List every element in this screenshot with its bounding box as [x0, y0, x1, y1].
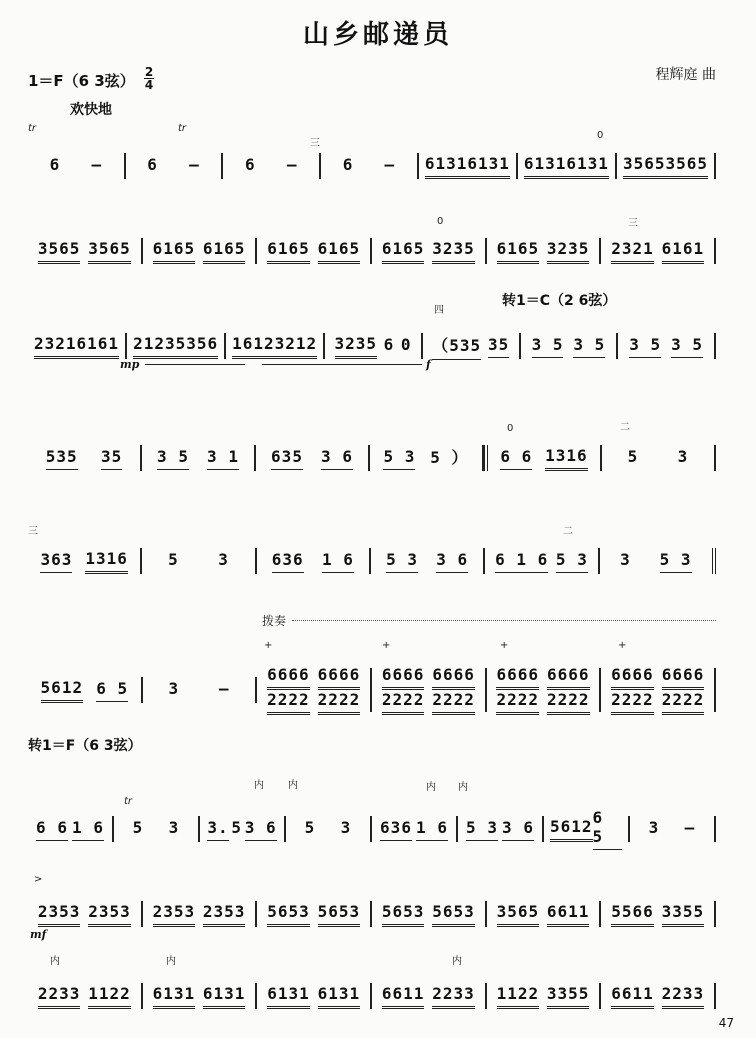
note-group: 6611 [382, 984, 425, 1009]
note-group: 6 [383, 335, 395, 354]
measure [484, 445, 602, 471]
note-group: 3 5 [573, 335, 605, 358]
staff-6 [28, 660, 716, 710]
note-group: 5 [627, 447, 639, 466]
note-group: 6 [342, 155, 354, 174]
measure [28, 548, 142, 574]
string-mark: 内 [254, 780, 264, 791]
measure [372, 983, 487, 1009]
note-group: 6165 [153, 239, 196, 264]
note-group: 3565 [38, 239, 81, 264]
note-group: 6165 [497, 239, 540, 264]
note-group: 2353 [153, 902, 196, 927]
measure [601, 901, 716, 927]
measure [286, 816, 372, 842]
measure [321, 153, 419, 179]
measure [223, 153, 321, 179]
note-group: 5612 [41, 678, 84, 703]
note-group: 5 [231, 818, 242, 837]
measure [28, 153, 126, 179]
note-group: 6131 [566, 154, 609, 179]
modulation-key: 转1＝F（6 3弦） [28, 738, 142, 754]
string-mark: 0 [507, 423, 514, 434]
page-number: 47 [718, 1016, 734, 1030]
note-group: 6666 [432, 665, 475, 690]
note-group: 6131 [318, 984, 361, 1009]
note-group: 2353 [203, 902, 246, 927]
note-group: 6 [147, 155, 158, 174]
note-group: 2321 [34, 334, 77, 359]
note-group: 3. [207, 818, 228, 841]
measure [28, 677, 143, 703]
note-group: 6666 [318, 665, 361, 690]
measure [372, 665, 487, 712]
pizzicato-extension [292, 620, 716, 621]
note-group: 5653 [382, 902, 425, 927]
note-group: 6 6 [500, 447, 532, 470]
note-group: 2222 [432, 690, 475, 715]
measure [142, 445, 256, 471]
note-group: 2353 [38, 902, 81, 927]
note-group: – [684, 818, 696, 837]
note-group: – [384, 155, 396, 174]
note-group: 2233 [432, 984, 475, 1009]
note-group: 1 6 [72, 818, 104, 841]
dynamic-mp: mp [120, 358, 140, 371]
string-mark: 内 [166, 956, 176, 967]
note-group: 5 ） [430, 448, 469, 467]
measure [487, 238, 602, 264]
time-signature [144, 66, 154, 91]
plus-mark: + [264, 640, 273, 651]
note-group: 3 5 [157, 447, 189, 470]
note-group: 3 [168, 818, 180, 837]
accent-mark: > [34, 874, 43, 885]
note-group: 363 [40, 550, 72, 573]
note-group: 6666 [547, 665, 590, 690]
measure [257, 901, 372, 927]
measure [371, 548, 485, 574]
note-group: 3 [677, 447, 689, 466]
note-group: 35 [488, 335, 509, 358]
measure [114, 816, 200, 842]
note-group: 2222 [662, 690, 705, 715]
trill-mark: tr [28, 123, 37, 134]
measure [325, 333, 423, 359]
time-top: 2 [144, 65, 154, 79]
note-group: 635 [271, 447, 303, 470]
measure [142, 548, 256, 574]
note-group: 5653 [432, 902, 475, 927]
note-group: 5653 [318, 902, 361, 927]
note-group: 3 1 [207, 447, 239, 470]
note-group: 6131 [267, 984, 310, 1009]
measure [257, 238, 372, 264]
note-group: 0 [400, 335, 412, 354]
trill-mark: tr [178, 123, 187, 134]
note-group: 5653 [267, 902, 310, 927]
measure [257, 665, 372, 712]
note-group: 6666 [496, 665, 539, 690]
key-signature: 1＝F（6 3弦） [28, 72, 135, 90]
note-group: 1 6 [322, 550, 354, 573]
note-group: 3565 [623, 154, 666, 179]
note-group: 6 [49, 155, 61, 174]
note-group: 3 [218, 550, 229, 569]
note-group: 5 [132, 818, 144, 837]
measure [487, 901, 602, 927]
measure [630, 816, 716, 842]
note-group: 6666 [267, 665, 310, 690]
note-group: 2233 [662, 984, 705, 1009]
page-title: 山乡邮递员 [302, 20, 453, 50]
measure [601, 983, 716, 1009]
note-group: 3235 [432, 239, 475, 264]
measure [257, 983, 372, 1009]
note-group: 3355 [662, 902, 705, 927]
note-group: – [91, 155, 103, 174]
note-group: – [286, 155, 298, 174]
note-group: 3212 [275, 334, 318, 359]
note-group: 6131 [153, 984, 196, 1009]
string-mark: 内 [288, 780, 298, 791]
note-group: 6161 [662, 239, 705, 264]
note-group: 1122 [88, 984, 131, 1009]
note-group: 3235 [335, 334, 378, 359]
measure [28, 238, 143, 264]
note-group: 6131 [524, 154, 567, 179]
note-group: 5566 [611, 902, 654, 927]
note-group: 5 3 [466, 818, 498, 841]
note-group: 3 [648, 818, 660, 837]
measure [419, 153, 518, 179]
measure [257, 548, 371, 574]
note-group: 6 [245, 155, 256, 174]
note-group: 5 [304, 818, 316, 837]
note-group: 3 6 [245, 818, 277, 841]
dynamic-mf: mf [30, 928, 47, 941]
string-mark: 内 [458, 782, 468, 793]
note-group: 6165 [318, 239, 361, 264]
measure [28, 445, 142, 471]
measure [423, 333, 521, 359]
note-group: 3 [340, 818, 352, 837]
modulation-key: 转1＝C（2 6弦） [502, 293, 617, 309]
measure [226, 333, 325, 359]
string-mark: 0 [597, 130, 604, 141]
string-mark: 二 [620, 422, 630, 433]
measure [200, 816, 286, 842]
string-mark: 三 [310, 138, 320, 149]
measure [143, 238, 258, 264]
note-group: 636 [380, 818, 412, 841]
note-group: 2353 [88, 902, 131, 927]
measure [28, 983, 143, 1009]
note-group: 6 5 [96, 679, 128, 702]
note-group: 2222 [318, 690, 361, 715]
measure [126, 153, 224, 179]
note-group: 6161 [77, 334, 120, 359]
note-group: 6 6 [36, 818, 68, 841]
note-group: 2321 [611, 239, 654, 264]
measure [618, 333, 716, 359]
staff-1 [28, 145, 716, 185]
measure [28, 901, 143, 927]
note-group: 3565 [497, 902, 540, 927]
measure [372, 238, 487, 264]
string-mark: 内 [50, 956, 60, 967]
note-group: 35 [101, 447, 122, 470]
note-group: 3 6 [436, 550, 468, 573]
note-group: 6 5 [593, 808, 622, 850]
string-mark: 三 [28, 526, 38, 537]
note-group: 5 3 [556, 550, 588, 573]
note-group: 6611 [547, 902, 590, 927]
note-group: 6165 [267, 239, 310, 264]
note-group: 6666 [662, 665, 705, 690]
measure [372, 901, 487, 927]
trill-mark: tr [124, 796, 133, 807]
note-group: 3 [168, 679, 180, 698]
note-group: 3 6 [321, 447, 353, 470]
note-group: 3 6 [502, 818, 534, 841]
measure [127, 333, 226, 359]
note-group: – [189, 155, 200, 174]
measure [487, 983, 602, 1009]
measure [617, 153, 716, 179]
measure [601, 665, 716, 712]
measure [602, 445, 716, 471]
note-group: 3 [620, 550, 631, 569]
staff-9 [28, 975, 716, 1015]
measure [370, 445, 484, 471]
plus-mark: + [618, 640, 627, 651]
note-group: 6611 [611, 984, 654, 1009]
measure [485, 548, 599, 574]
dynamic-f: f [426, 358, 431, 371]
staff-5 [28, 540, 716, 580]
plus-mark: + [382, 640, 391, 651]
note-group: 535 [46, 447, 78, 470]
string-mark: 四 [434, 305, 444, 316]
string-mark: 内 [452, 956, 462, 967]
staff-7 [28, 808, 716, 848]
staff-2 [28, 230, 716, 270]
note-group: 6 1 6 [495, 550, 548, 573]
note-group: 1612 [232, 334, 275, 359]
crescendo-hairpin [145, 364, 245, 365]
note-group: – [218, 679, 230, 698]
note-group: 2222 [547, 690, 590, 715]
measure [601, 238, 716, 264]
pizzicato-label: 拨奏 [262, 614, 287, 628]
measure [28, 333, 127, 359]
measure [143, 677, 258, 703]
note-group: （535 [432, 333, 481, 360]
measure [28, 816, 114, 842]
measure [600, 548, 716, 574]
measure [518, 153, 617, 179]
note-group: 3 5 [671, 335, 703, 358]
measure [487, 665, 602, 712]
time-bottom: 4 [144, 78, 154, 92]
measure [458, 816, 544, 842]
note-group: 1316 [85, 549, 128, 574]
crescendo-hairpin [262, 364, 422, 365]
note-group: 6131 [467, 154, 510, 179]
note-group: 2123 [133, 334, 176, 359]
note-group: 6131 [425, 154, 468, 179]
note-group: 5 3 [383, 447, 415, 470]
plus-mark: + [500, 640, 509, 651]
staff-8 [28, 893, 716, 933]
note-group: 5 3 [660, 550, 692, 573]
note-group: 2222 [382, 690, 425, 715]
note-group: 6131 [203, 984, 246, 1009]
note-group: 6165 [382, 239, 425, 264]
string-mark: 三 [628, 218, 638, 229]
note-group: 2222 [611, 690, 654, 715]
note-group: 2222 [496, 690, 539, 715]
string-mark: 0 [437, 216, 444, 227]
note-group: 2233 [38, 984, 81, 1009]
note-group: 5 [168, 550, 179, 569]
composer: 程辉庭 曲 [655, 67, 716, 83]
note-group: 6666 [611, 665, 654, 690]
measure [143, 901, 258, 927]
note-group: 1316 [545, 446, 588, 471]
note-group: 1 6 [416, 818, 448, 841]
measure [256, 445, 370, 471]
note-group: 3 5 [629, 335, 661, 358]
measure [544, 808, 630, 846]
note-group: 6165 [203, 239, 246, 264]
note-group: 3 5 [532, 335, 564, 358]
staff-4 [28, 437, 716, 477]
note-group: 1122 [497, 984, 540, 1009]
note-group: 3565 [88, 239, 131, 264]
note-group: 3235 [547, 239, 590, 264]
note-group: 5 3 [386, 550, 418, 573]
note-group: 6666 [382, 665, 425, 690]
note-group: 3565 [665, 154, 708, 179]
string-mark: 内 [426, 782, 436, 793]
measure [521, 333, 619, 359]
note-group: 5356 [176, 334, 219, 359]
string-mark: 二 [563, 526, 573, 537]
note-group: 3355 [547, 984, 590, 1009]
measure [143, 983, 258, 1009]
note-group: 2222 [267, 690, 310, 715]
tempo-marking: 欢快地 [70, 102, 112, 118]
measure [372, 816, 458, 842]
note-group: 5612 [550, 817, 593, 842]
note-group: 636 [272, 550, 304, 573]
